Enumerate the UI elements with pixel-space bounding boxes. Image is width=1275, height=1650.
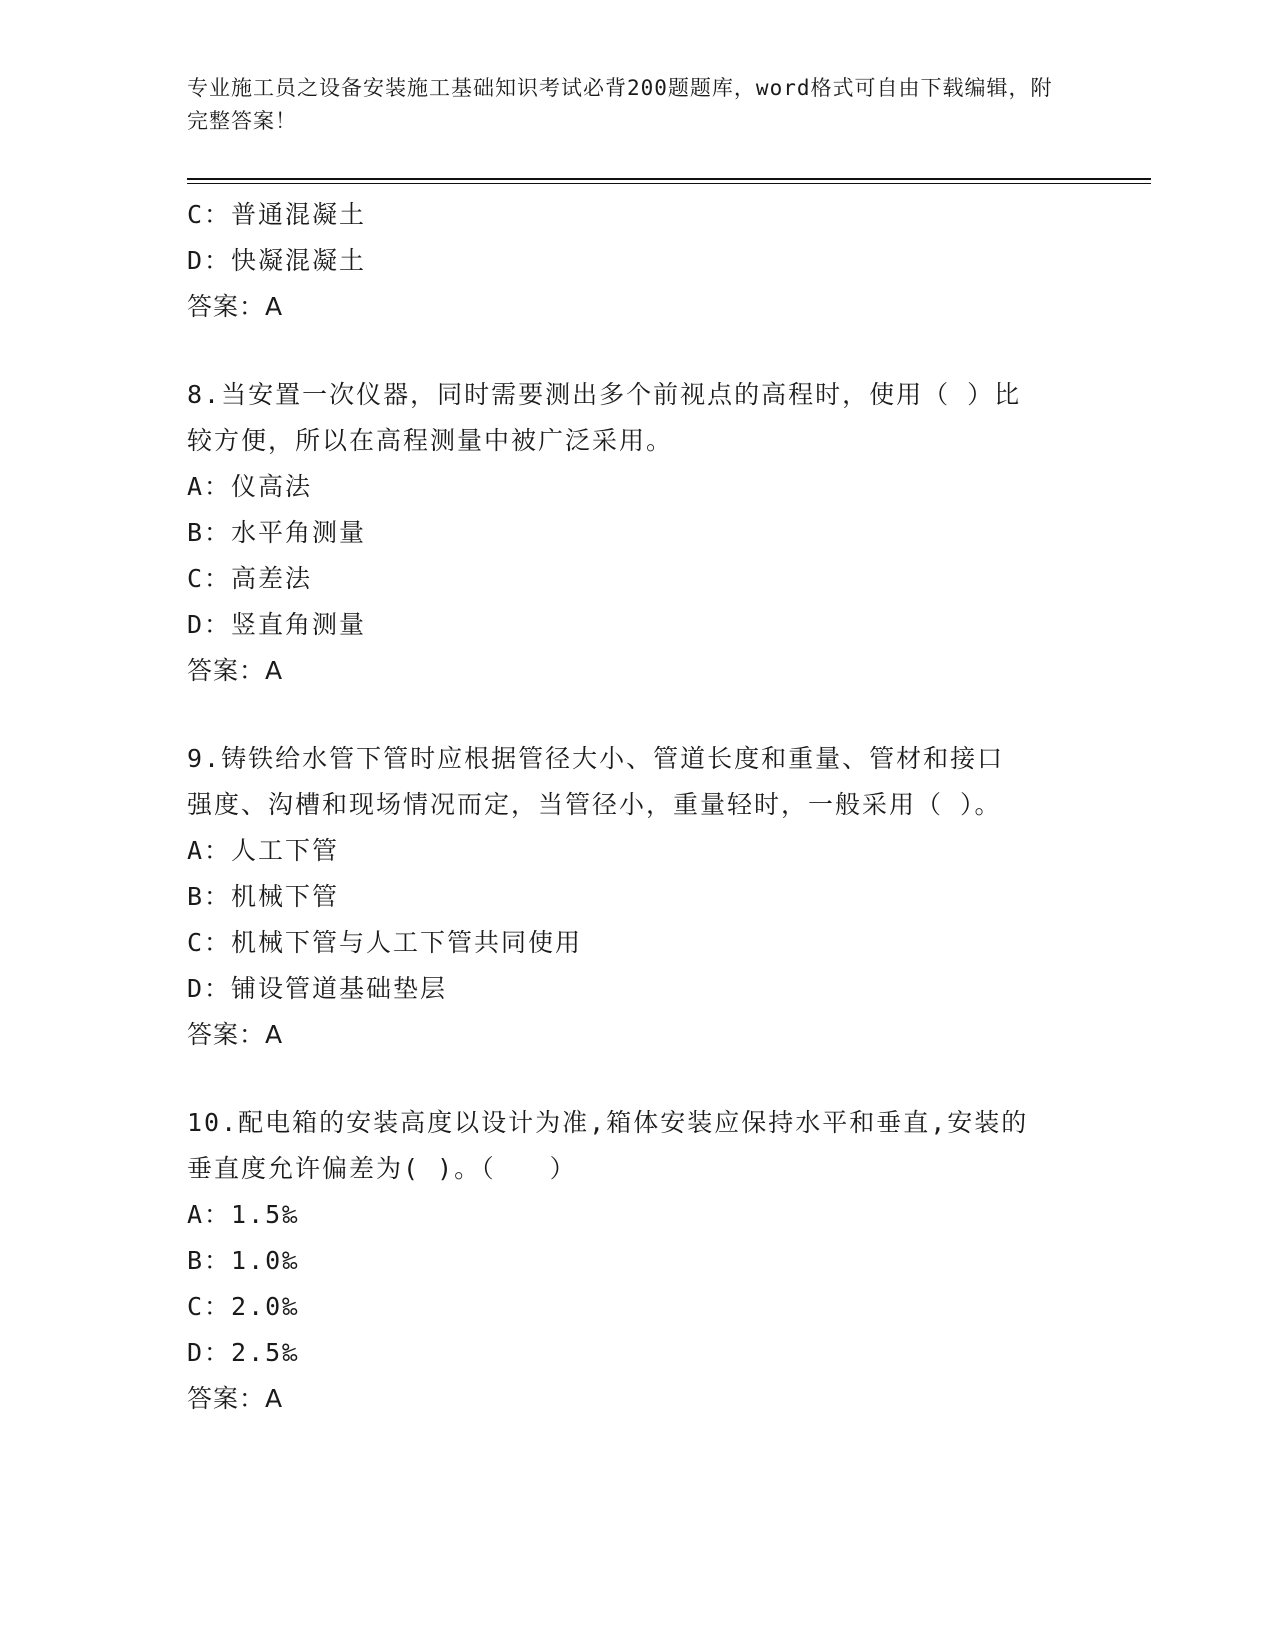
option-d: D：快凝混凝土 [187, 246, 367, 275]
answer-line: 答案：A [187, 292, 284, 321]
question-8 [187, 372, 1087, 694]
question-stem-line-2: 垂直度允许偏差为( )。（ ） [187, 1154, 577, 1183]
question-9 [187, 736, 1087, 1058]
question-stem-line-1: 10.配电箱的安装高度以设计为准,箱体安装应保持水平和垂直,安装的 [187, 1108, 1029, 1137]
option-c: C：高差法 [187, 564, 313, 593]
option-b: B：1.0‰ [187, 1246, 300, 1275]
option-b: B：机械下管 [187, 882, 340, 911]
option-a: A：1.5‰ [187, 1200, 300, 1229]
carryover-question [187, 192, 1087, 330]
option-a: A：人工下管 [187, 836, 340, 865]
option-d: D：铺设管道基础垫层 [187, 974, 448, 1003]
option-c: C：机械下管与人工下管共同使用 [187, 928, 583, 957]
question-stem-line-2: 较方便，所以在高程测量中被广泛采用。 [187, 426, 674, 455]
question-stem-line-2: 强度、沟槽和现场情况而定，当管径小，重量轻时，一般采用（ ）。 [187, 790, 1002, 819]
option-a: A：仪高法 [187, 472, 313, 501]
option-c: C：2.0‰ [187, 1292, 300, 1321]
answer-line: 答案：A [187, 1384, 284, 1413]
header-divider-thick [187, 178, 1151, 180]
option-d: D：竖直角测量 [187, 610, 367, 639]
option-b: B：水平角测量 [187, 518, 367, 547]
answer-line: 答案：A [187, 1020, 284, 1049]
question-content [187, 192, 1087, 1422]
question-stem-line-1: 8.当安置一次仪器，同时需要测出多个前视点的高程时，使用（ ）比 [187, 380, 1022, 409]
document-header [187, 72, 1067, 138]
option-d: D：2.5‰ [187, 1338, 300, 1367]
header-divider-thin [187, 183, 1151, 184]
header-title: 专业施工员之设备安装施工基础知识考试必背200题题库，word格式可自由下载编辑，附完整答案！ [187, 76, 1053, 133]
option-c: C：普通混凝土 [187, 200, 367, 229]
answer-line: 答案：A [187, 656, 284, 685]
question-stem-line-1: 9.铸铁给水管下管时应根据管径大小、管道长度和重量、管材和接口 [187, 744, 1005, 773]
question-10 [187, 1100, 1087, 1422]
